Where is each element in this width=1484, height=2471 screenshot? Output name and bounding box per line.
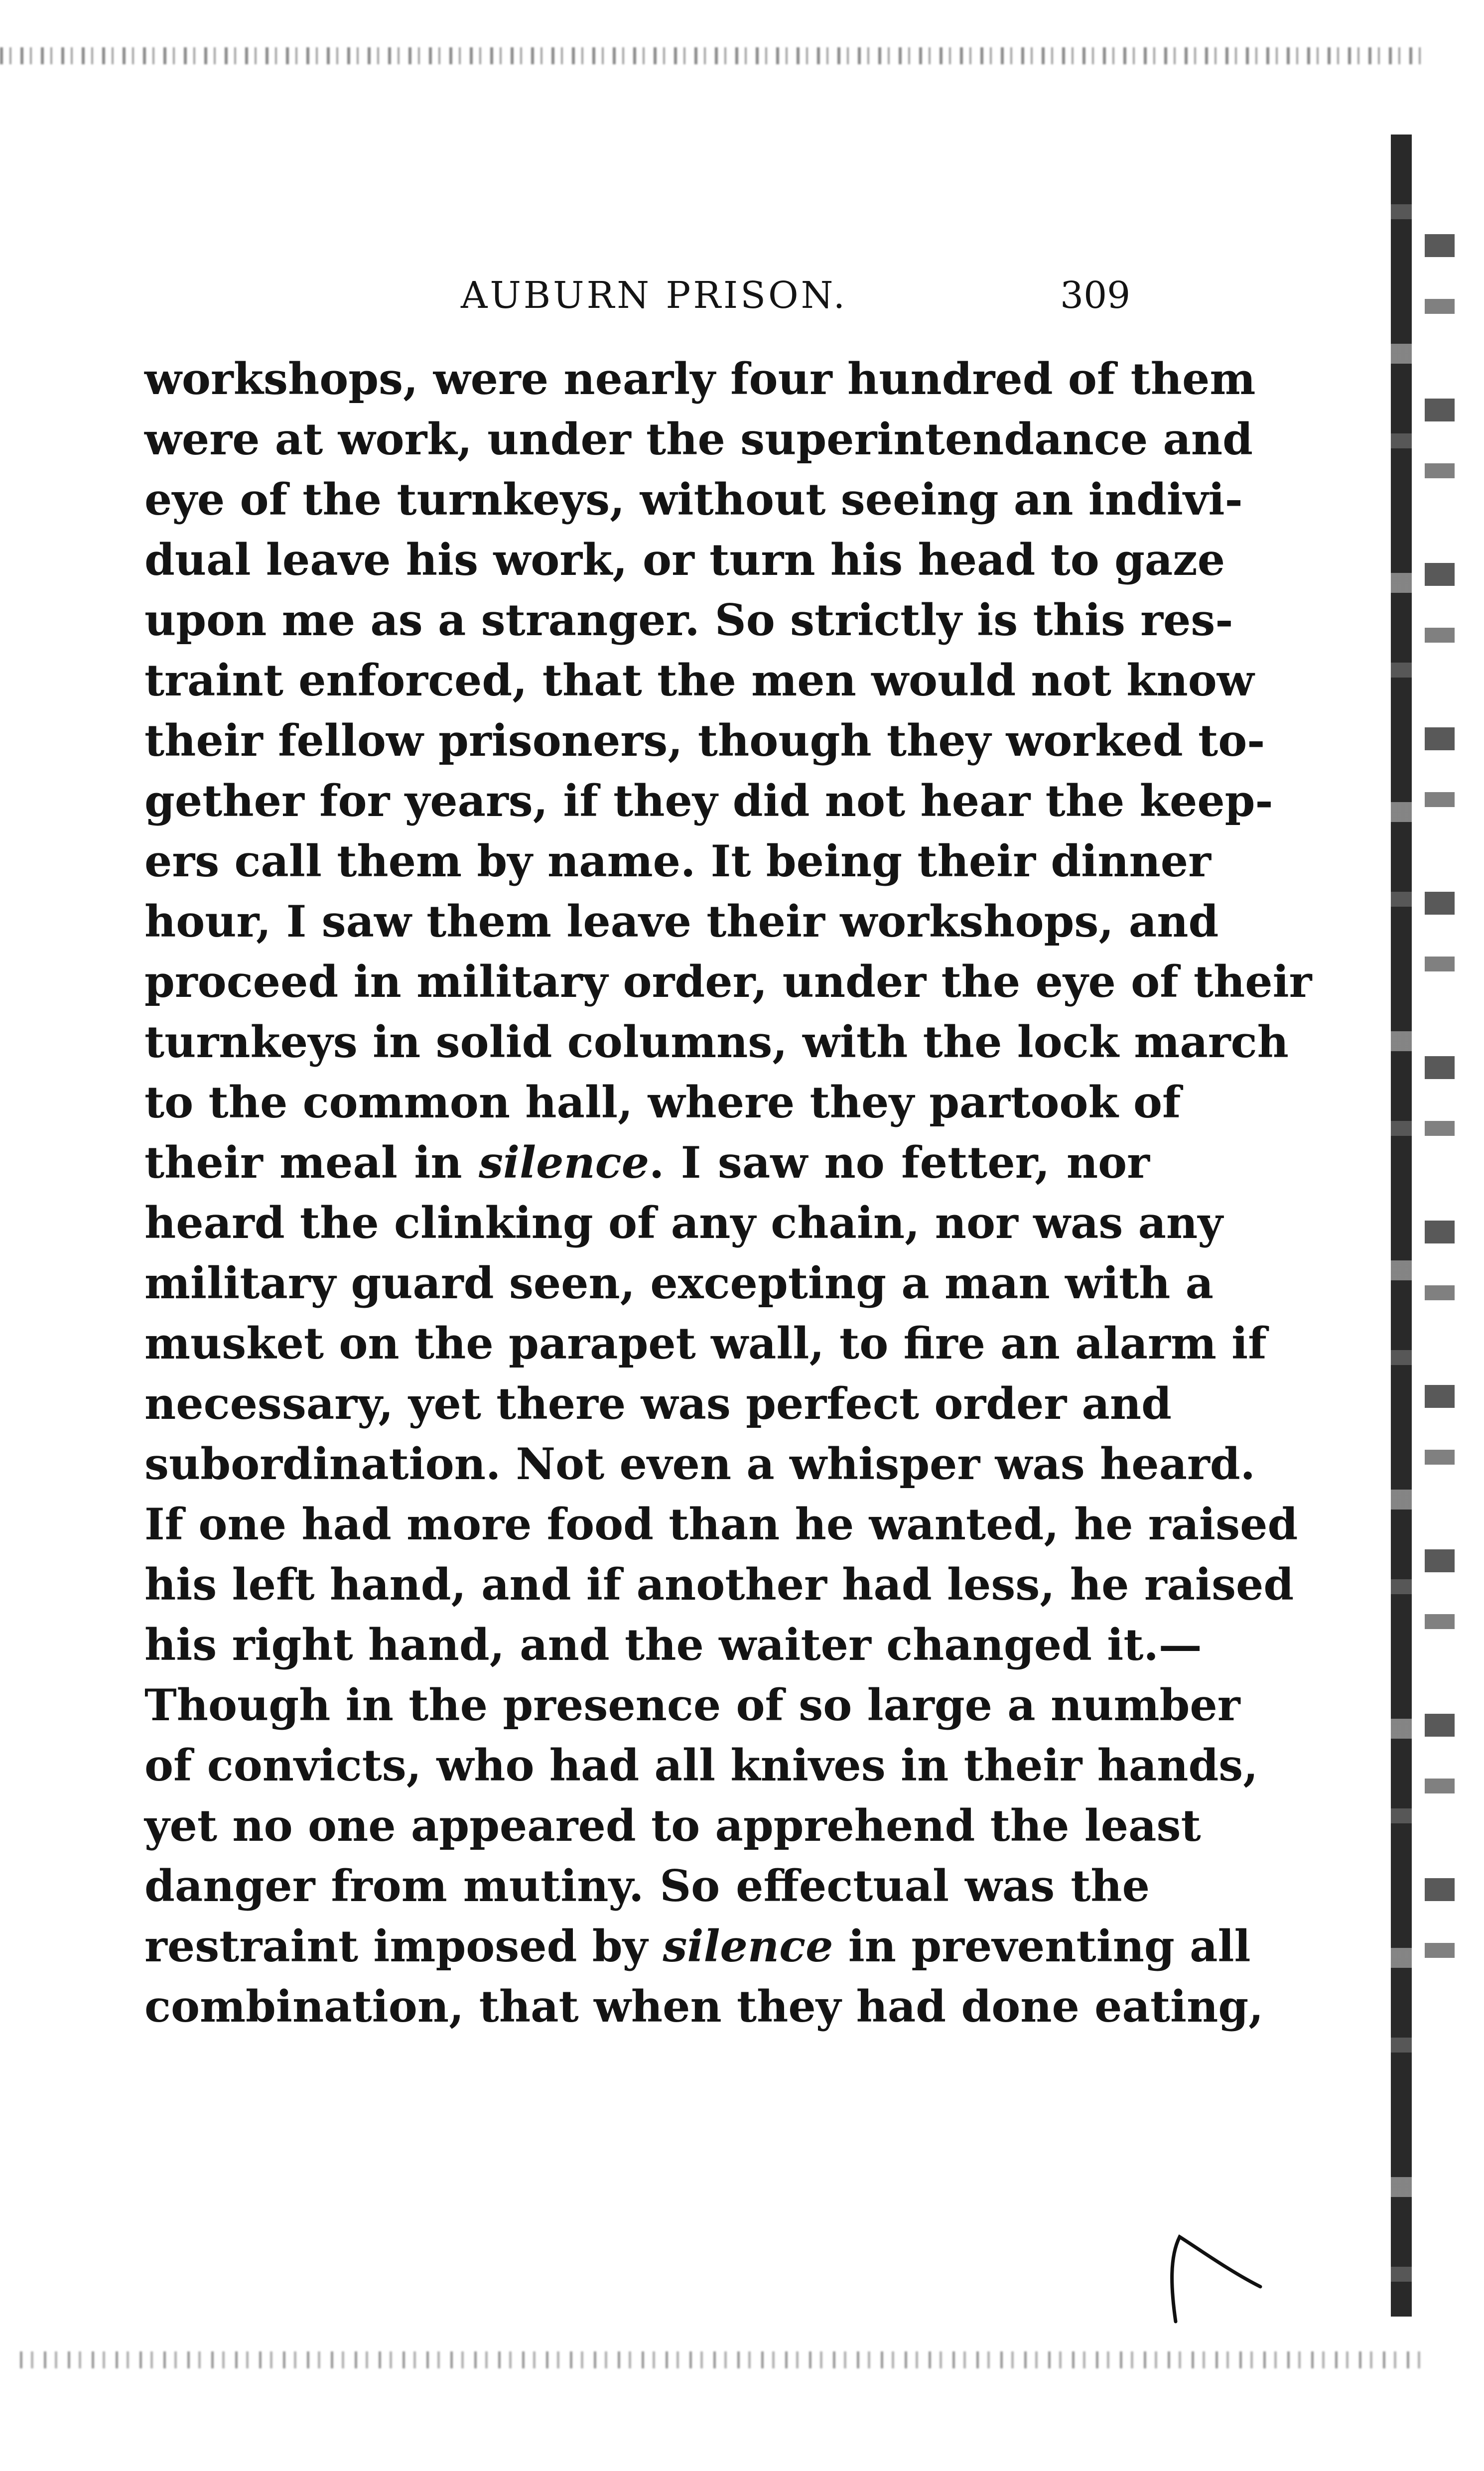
text-line: yet no one appeared to apprehend the least (144, 1800, 1201, 1851)
text-line: hour, I saw them leave their workshops, and (144, 896, 1219, 947)
text-line: their fellow prisoners, though they worked to- (144, 715, 1265, 766)
running-title: AUBURN PRISON. (461, 274, 848, 317)
text-line-with-italic (144, 1916, 1251, 1976)
text-line: Though in the presence of so large a number (144, 1679, 1240, 1731)
text-segment: . I saw no fetter, nor (649, 1137, 1150, 1188)
text-segment: in preventing all (833, 1921, 1251, 1972)
scan-noise-top (0, 47, 1425, 64)
text-line: his left hand, and if another had less, he raised (144, 1559, 1294, 1610)
pen-mark (1156, 2227, 1305, 2327)
text-line: proceed in military order, under the eye of their (144, 956, 1312, 1007)
text-line: danger from mutiny. So effectual was the (144, 1860, 1150, 1912)
text-line: his right hand, and the waiter changed it.— (144, 1619, 1202, 1670)
body-text (144, 349, 1312, 2037)
text-line: dual leave his work, or turn his head to gaze (144, 534, 1225, 585)
text-segment: restraint imposed by (144, 1921, 663, 1972)
text-line: combination, that when they had done eating, (144, 1981, 1264, 2032)
page-number: 309 (1060, 274, 1131, 317)
text-line: upon me as a stranger. So strictly is this res- (144, 594, 1233, 646)
text-line: musket on the parapet wall, to fire an alarm if (144, 1318, 1267, 1369)
scan-noise-bottom (20, 2351, 1425, 2368)
text-line: subordination. Not even a whisper was heard. (144, 1438, 1255, 1490)
text-line: military guard seen, excepting a man with a (144, 1257, 1214, 1309)
text-line: traint enforced, that the men would not know (144, 655, 1254, 706)
text-line: were at work, under the superintendance and (144, 413, 1253, 465)
page-binding-edge (1391, 135, 1412, 2317)
text-line: eye of the turnkeys, without seeing an indivi- (144, 474, 1243, 525)
italic-word: silence (479, 1137, 650, 1188)
text-line: ers call them by name. It being their dinner (144, 835, 1211, 887)
running-head (0, 273, 1484, 318)
text-line: necessary, yet there was perfect order and (144, 1378, 1172, 1429)
binding-marks (1425, 234, 1455, 2028)
text-line-with-italic (144, 1132, 1150, 1193)
text-segment: their meal in (144, 1137, 479, 1188)
text-line: turnkeys in solid columns, with the lock march (144, 1016, 1289, 1068)
text-line: workshops, were nearly four hundred of them (144, 353, 1256, 405)
text-line: heard the clinking of any chain, nor was any (144, 1197, 1223, 1248)
italic-word: silence (663, 1921, 833, 1972)
text-line: If one had more food than he wanted, he raised (144, 1499, 1298, 1550)
text-line: gether for years, if they did not hear the keep- (144, 775, 1273, 826)
text-line: to the common hall, where they partook of (144, 1077, 1181, 1128)
text-line: of convicts, who had all knives in their hands, (144, 1740, 1258, 1791)
